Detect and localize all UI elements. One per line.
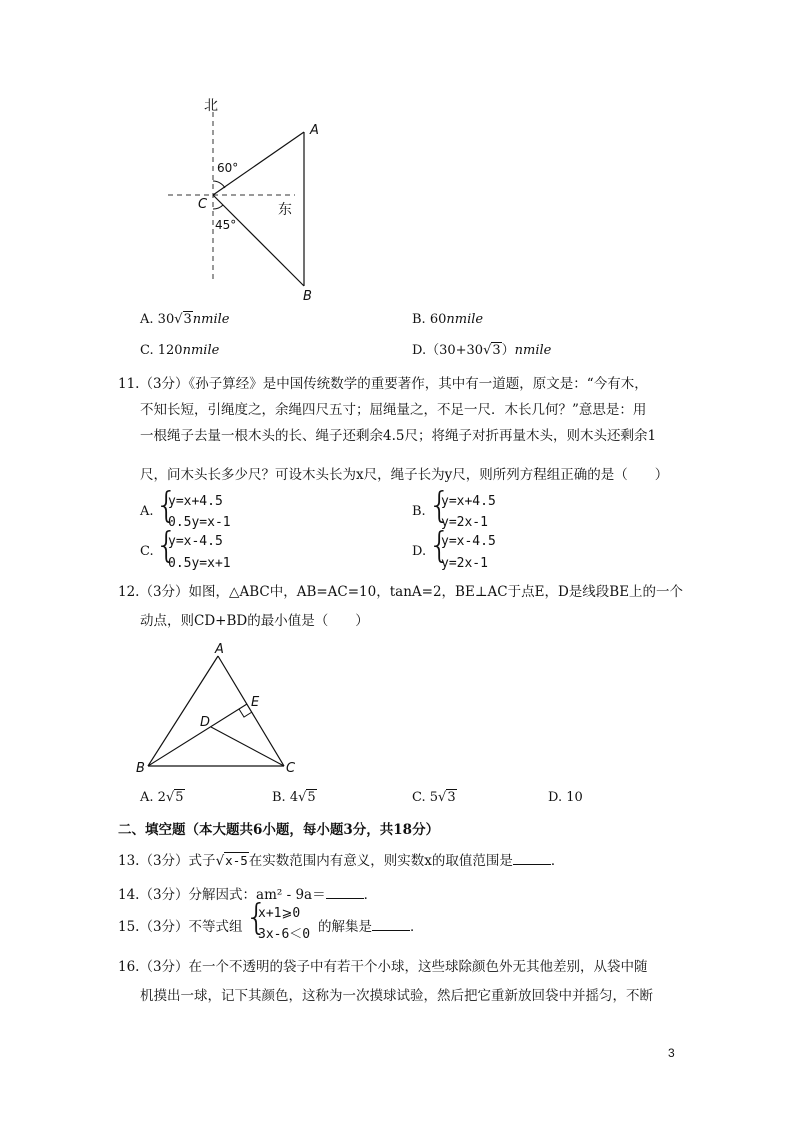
q10-option-c: C. 120nmile: [140, 343, 220, 358]
q13-line: 13.（3分）式子√x-5在实数范围内有意义，则实数x的取值范围是 ．: [118, 853, 565, 869]
label-c: C: [286, 761, 296, 776]
q12-option-d: D. 10: [548, 790, 583, 805]
q10-option-d: D.（30+30√3）nmile: [412, 343, 552, 358]
q15-prefix: 15.（3分）不等式组: [118, 919, 243, 935]
q11-line-3: 一根绳子去量一根木头的长、绳子还剩余4.5尺；将绳子对折再量木头，则木头还剩余1: [140, 428, 657, 444]
q11-option-c-brace: {: [155, 525, 178, 566]
q11-option-a-eq2: 0.5y=x-1: [168, 515, 231, 530]
q10-option-b: B. 60nmile: [412, 312, 484, 327]
q15-answer-blank[interactable]: [372, 918, 410, 931]
label-a: A: [215, 642, 224, 657]
q15-brace: {: [245, 897, 268, 938]
label-point-c: C: [198, 197, 208, 212]
label-e: E: [251, 695, 260, 710]
q11-option-c-eq2: 0.5y=x+1: [168, 556, 231, 571]
q12-line-1: 12.（3分）如图，△ABC中，AB=AC=10，tanA=2，BE⊥AC于点E，D是线段BE上的一个: [118, 584, 684, 600]
angle-arc-45: [213, 205, 223, 209]
side-ac: [218, 656, 284, 766]
label-east: 东: [278, 202, 292, 218]
q11-option-b-letter: B.: [412, 504, 426, 519]
q11-line-4: 尺，问木头长多少尺？可设木头长为x尺，绳子长为y尺，则所列方程组正确的是（ ）: [140, 467, 669, 483]
q13-answer-blank[interactable]: [513, 852, 551, 865]
figure-q12-triangle: [130, 640, 310, 780]
q11-option-d-eq1: y=x-4.5: [441, 534, 496, 549]
label-b: B: [136, 761, 145, 776]
page-number: 3: [668, 1046, 675, 1060]
q14-answer-blank[interactable]: [326, 886, 364, 899]
label-d: D: [200, 715, 211, 730]
q11-option-d-brace: {: [428, 525, 451, 566]
q11-option-d-eq2: y=2x-1: [441, 556, 488, 571]
q10-option-a: A. 30√3nmile: [140, 312, 230, 327]
label-point-b: B: [303, 289, 312, 304]
q11-option-c-letter: C.: [140, 544, 154, 559]
q11-option-a-eq1: y=x+4.5: [168, 494, 223, 509]
q11-option-b-brace: {: [428, 485, 451, 526]
label-north: 北: [204, 98, 218, 114]
q11-line-2: 不知长短，引绳度之，余绳四尺五寸；屈绳量之，不足一尺．木长几何？”意思是：用: [140, 402, 647, 418]
q11-option-b-eq1: y=x+4.5: [441, 494, 496, 509]
section-heading: 二、填空题（本大题共6小题，每小题3分，共18分）: [118, 822, 440, 838]
q12-option-c: C. 5√3: [412, 790, 456, 805]
q11-option-a-brace: {: [155, 485, 178, 526]
q11-line-1: 11.（3分）《孙子算经》是中国传统数学的重要著作，其中有一道题，原文是：“今有木，: [118, 376, 648, 392]
q12-line-2: 动点，则CD+BD的最小值是（ ）: [140, 613, 369, 629]
q12-option-b: B. 4√5: [272, 790, 316, 805]
label-angle-60: 60°: [217, 161, 239, 175]
q11-option-b-eq2: y=2x-1: [441, 515, 488, 530]
angle-arc-60: [213, 181, 225, 188]
q11-option-c-eq1: y=x-4.5: [168, 534, 223, 549]
q11-option-d-letter: D.: [412, 544, 427, 559]
figure-q10-diagram: [150, 90, 350, 305]
side-ab: [148, 656, 218, 766]
q15-eq2: 3x-6＜0: [258, 927, 311, 942]
q15-suffix: 的解集是 ．: [318, 919, 424, 935]
q15-eq1: x+1⩾0: [258, 906, 301, 921]
q12-option-a: A. 2√5: [140, 790, 184, 805]
q13-radicand: x-5: [225, 853, 248, 868]
label-angle-45: 45°: [215, 218, 237, 232]
q14-line: 14.（3分）分解因式：am² - 9a＝ ．: [118, 887, 378, 903]
segment-be: [148, 704, 247, 766]
q11-option-a-letter: A.: [140, 504, 154, 519]
label-point-a: A: [310, 123, 319, 138]
q16-line-2: 机摸出一球，记下其颜色，这称为一次摸球试验，然后把它重新放回袋中并摇匀，不断: [140, 988, 653, 1004]
q16-line-1: 16.（3分）在一个不透明的袋子中有若干个小球，这些球除颜色外无其他差别，从袋中随: [118, 959, 648, 975]
segment-dc: [211, 727, 284, 766]
